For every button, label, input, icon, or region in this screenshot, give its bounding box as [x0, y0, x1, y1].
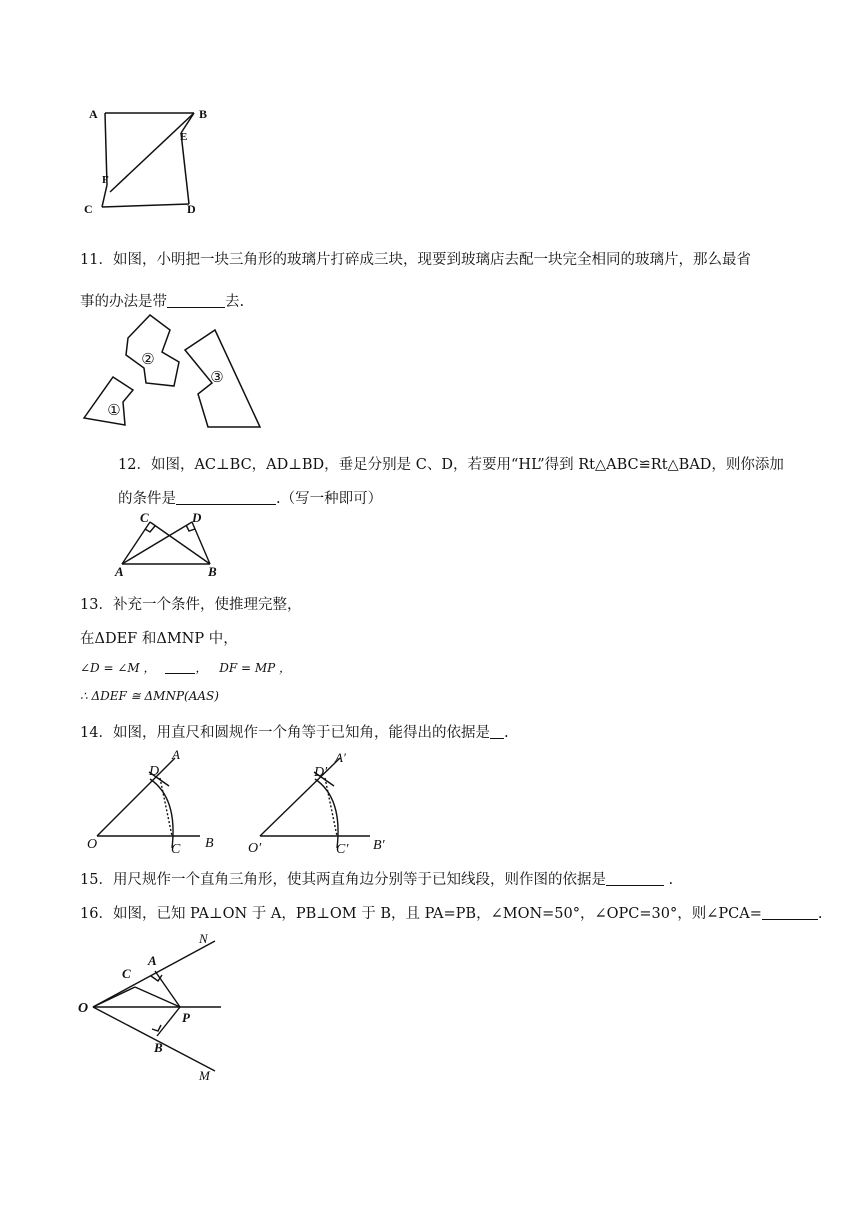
answer-blank: [762, 905, 818, 920]
q14-line-1-post: .: [503, 725, 509, 741]
q16-line-1-post: .: [817, 906, 823, 922]
label-a-prime: A′: [335, 750, 346, 765]
label-b: B: [154, 1040, 163, 1055]
label-o-prime: O′: [248, 841, 262, 856]
q13-line-3: [80, 659, 291, 676]
label-a: A: [89, 107, 98, 121]
label-d: D: [149, 764, 160, 779]
q16-line-1: [80, 902, 822, 923]
q11-line-2: [80, 290, 244, 311]
q16-line-1-text: 16．如图，已知 PA⊥ON 于 A，PB⊥OM 于 B，且 PA=PB，∠MON=50°，∠OPC=30°，则∠PCA=: [80, 906, 762, 922]
label-d-prime: D′: [314, 765, 328, 780]
answer-blank: [490, 724, 504, 739]
answer-blank: [165, 659, 195, 674]
q12-line-2-post: .（写一种即可）: [276, 491, 383, 507]
label-b-prime: B′: [373, 838, 385, 853]
label-c: C: [84, 202, 93, 216]
q11-line-2-post: 去.: [225, 294, 245, 310]
label-c: C: [171, 842, 181, 857]
label-c: C: [140, 510, 149, 525]
label-b: B: [199, 107, 208, 121]
label-o: O: [87, 837, 98, 852]
q15-line-1-pre: 15．用尺规作一个直角三角形，使其两直角边分别等于已知线段，则作图的依据是: [80, 872, 606, 888]
q13-line-1: 13．补充一个条件，使推理完整，: [80, 597, 302, 613]
label-b: B: [208, 564, 217, 579]
q12-line-2: [118, 487, 382, 508]
answer-blank: [606, 871, 664, 886]
answer-blank: [167, 293, 225, 308]
piece-1-label: ①: [107, 403, 121, 419]
q14-line-1-pre: 14．如图，用直尺和圆规作一个角等于已知角，能得出的依据是: [80, 725, 490, 741]
label-d: D: [187, 202, 196, 216]
label-c-prime: C′: [336, 842, 349, 857]
label-p: P: [182, 1010, 190, 1025]
q11-line-1: 11．如图，小明把一块三角形的玻璃片打碎成三块，现要到玻璃店去配一块完全相同的玻璃片，那么最省: [80, 252, 751, 268]
figure-angle-construction: [85, 748, 415, 860]
label-f: F: [102, 174, 109, 186]
label-m: M: [199, 1068, 210, 1083]
piece-2-label: ②: [141, 352, 155, 368]
figure-angle-bisector: [75, 925, 235, 1083]
label-n: N: [199, 931, 208, 946]
answer-blank: [176, 490, 276, 505]
q14-line-1: [80, 721, 509, 742]
label-b: B: [205, 836, 214, 851]
figure-glass-pieces: [80, 310, 280, 435]
figure-triangles-abc-bad: [112, 510, 222, 580]
label-e: E: [180, 131, 188, 143]
q15-line-1-post: .: [663, 872, 674, 888]
q13-condition-2: DF = MP ，: [219, 661, 292, 675]
q13-condition-1: ∠D = ∠M ，: [80, 661, 156, 675]
label-a: A: [172, 748, 180, 762]
q15-line-1: [80, 868, 673, 889]
label-c: C: [122, 966, 131, 981]
piece-3-label: ③: [210, 370, 224, 386]
q13-line-2: 在ΔDEF 和ΔMNP 中，: [80, 631, 238, 647]
label-a: A: [148, 953, 157, 968]
q13-line-4: ∴ ΔDEF ≅ ΔMNP(AAS): [80, 689, 219, 703]
figure-quadrilateral-abcd: [80, 100, 220, 220]
q12-line-1: 12．如图，AC⊥BC，AD⊥BD，垂足分别是 C、D，若要用“HL”得到 Rt△ABC≌Rt△BAD，则你添加: [118, 457, 784, 473]
q12-line-2-pre: 的条件是: [118, 491, 176, 507]
q11-line-2-pre: 事的办法是带: [80, 294, 167, 310]
label-d: D: [192, 510, 202, 525]
label-a: A: [115, 564, 124, 579]
q13-comma: ，: [195, 661, 208, 675]
label-o: O: [78, 1001, 89, 1016]
